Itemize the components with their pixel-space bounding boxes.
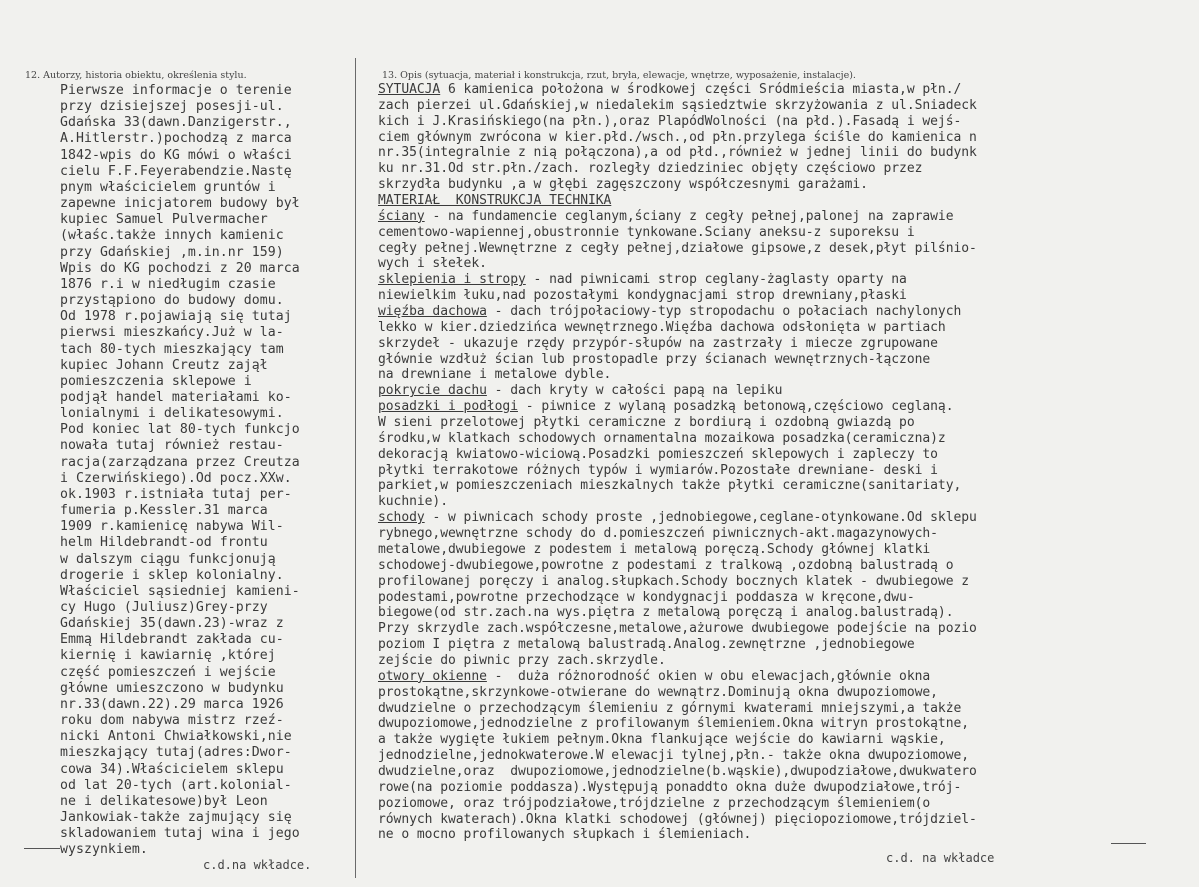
description-text-line: [378, 114, 1198, 130]
description-text-line: [378, 352, 1198, 368]
line-text: - w piwnicach schody proste ,jednobiegowe,ceglane-otynkowane.Od sklepu: [424, 510, 977, 526]
line-text: poziom I piętra z metalową balustradą.Analog.zewnętrzne ,jednobiegowe: [378, 637, 915, 653]
history-text-line: przystąpiono do budowy domu.: [60, 293, 284, 309]
line-text: dwupoziomowe,jednodzielne z profilowanym ślemieniem.Okna witryn prostokątne,: [378, 716, 970, 732]
right-continued-note: c.d. na wkładce: [886, 851, 995, 865]
history-text-line: zapewne inicjatorem budowy był: [60, 196, 300, 212]
line-text: cementowo-wapiennej,obustronnie tynkowane.Ściany aneksu-z suporeksu i: [378, 224, 915, 240]
history-text-line: lonialnymi i delikatesowymi.: [60, 406, 284, 422]
history-text-line: nicki Antoni Chwiałkowski,nie: [60, 729, 292, 745]
line-text: jednodzielne,jednokwaterowe.W elewacji tylnej,płn.- także okna dwupoziomowe,: [378, 748, 970, 764]
description-text-line: [378, 383, 1198, 399]
description-text-line: [378, 367, 1198, 383]
description-text-line: [378, 241, 1198, 257]
description-text-line: [378, 478, 1198, 494]
line-text: nr.35(integralnie z nią połączona),a od płd.,również w jednej linii do budynk: [378, 145, 977, 161]
description-text-line: [378, 748, 1198, 764]
description-text-line: [378, 98, 1198, 114]
line-text: - dach kryty w całości papą na lepiku: [486, 383, 783, 399]
section-heading: pokrycie dachu: [378, 383, 487, 399]
line-text: - dach trójpołaciowy-typ stropodachu o połaciach nachylonych: [486, 304, 962, 320]
line-text: skrzydła budynku ,a w głębi zagęszczony współczesnymi garażami.: [378, 177, 868, 193]
description-text-line: [378, 145, 1198, 161]
line-text: W sieni przelotowej płytki ceramiczne z bordiurą i ozdobną gwiazdą po: [378, 415, 915, 431]
history-text-line: ok.1903 r.istniała tutaj per-: [60, 486, 292, 502]
description-text-line: [378, 812, 1198, 828]
line-text: - nad piwnicami strop ceglany-żaglasty oparty na: [525, 272, 907, 288]
description-text-line: [378, 621, 1198, 637]
history-text-line: A.Hitlerstr.)pochodzą z marca: [60, 131, 292, 147]
line-text: profilowanej poręczy i analog.słupkach.Schody bocznych klatek - dwubiegowe z: [378, 573, 970, 589]
history-text-line: główne umieszczono w budynku: [60, 680, 284, 696]
history-text-line: Wpis do KG pochodzi z 20 marca: [60, 260, 300, 276]
line-text: płytki terrakotowe różnych typów i wymiarów.Pozostałe drewniane- deski i: [378, 462, 938, 478]
line-text: prostokątne,skrzynkowe-otwierane do wewnątrz.Dominują okna dwupoziomowe,: [378, 684, 938, 700]
description-text-line: [378, 542, 1198, 558]
history-text-line: wyszynkiem.: [60, 842, 148, 858]
description-text-line: [378, 304, 1198, 320]
right-column-header: 13. Opis (sytuacja, materiał i konstrukcja, rzut, bryła, elewacje, wnętrze, wyposażenie, instalacje).: [382, 70, 856, 81]
description-text-line: [378, 780, 1198, 796]
description-text-line: [378, 431, 1198, 447]
description-text-line: [378, 447, 1198, 463]
history-text-line: pomieszczenia sklepowe i: [60, 373, 252, 389]
description-text-line: [378, 590, 1198, 606]
description-text-line: [378, 463, 1198, 479]
description-text-line: [378, 320, 1198, 336]
line-text: kich i J.Krasińskiego(na płn.),oraz PlapódWolności (na płd.).Fasadą i wejś-: [378, 113, 962, 129]
line-text: ne o mocno profilowanych słupkach i ślemieniach.: [378, 827, 752, 843]
description-text-line: [378, 510, 1198, 526]
line-text: równych kwaterach).Okna klatki schodowej (głównej) pięciopoziomowe,trójdziel-: [378, 811, 977, 827]
history-text-line: Gdańskiej 35(dawn.23)-wraz z: [60, 616, 284, 632]
description-text-line: [378, 161, 1198, 177]
history-text-line: mieszkający tutaj(adres:Dwor-: [60, 745, 292, 761]
line-text: - na fundamencie ceglanym,ściany z cegły pełnej,palonej na zaprawie: [424, 208, 954, 224]
history-text-line: pnym właścicielem gruntów i: [60, 179, 276, 195]
section-heading: sklepienia i stropy: [378, 272, 526, 288]
section-heading: ściany: [378, 208, 425, 224]
line-text: metalowe,dwubiegowe z podestem i metalową poręczą.Schody głównej klatki: [378, 541, 931, 557]
section-heading: SYTUACJA: [378, 82, 441, 97]
line-text: wych i słełek.: [378, 256, 487, 272]
line-text: Przy skrzydle zach.współczesne,metalowe,ażurowe dwubiegowe podejście na pozio: [378, 621, 977, 637]
section-heading: więźba dachowa: [378, 304, 487, 320]
line-text: niewielkim łuku,nad pozostałymi kondygnacjami strop drewniany,płaski: [378, 288, 907, 304]
history-text-line: skladowaniem tutaj wina i jego: [60, 826, 300, 842]
section-heading: posadzki i podłogi: [378, 399, 518, 415]
description-text-line: [378, 827, 1198, 843]
history-text-line: Pod koniec lat 80-tych funkcjo: [60, 422, 300, 438]
line-text: poziomowe, oraz trójpodziałowe,trójdzielne z przechodzącym ślemieniem(o: [378, 795, 931, 811]
line-text: zejście do piwnic przy zach.skrzydle.: [378, 652, 666, 668]
line-text: schodowej-dwubiegowe,powrotne z podestami z tralkową ,ozdobną balustradą o: [378, 557, 954, 573]
description-text-line: [378, 653, 1198, 669]
history-text-line: Gdańska 33(dawn.Danzigerstr.,: [60, 115, 292, 131]
history-text-line: fumeria p.Kessler.31 marca: [60, 503, 268, 519]
description-text-line: [378, 415, 1198, 431]
line-text: dwudzielne,oraz dwupoziomowe,jednodzielne(b.wąskie),dwupodziałowe,dwukwatero: [378, 763, 977, 779]
line-text: kuchnie).: [378, 494, 448, 510]
history-text-line: w dalszym ciągu funkcjonują: [60, 551, 276, 567]
line-text: rybnego,wewnętrzne schody do d.pomieszczeń piwnicznych-akt.magazynowych-: [378, 526, 938, 542]
description-text-line: [378, 796, 1198, 812]
section-heading: MATERIAŁ KONSTRUKCJA TECHNIKA: [378, 193, 612, 209]
history-text-line: pierwsi mieszkańcy.Już w la-: [60, 325, 284, 341]
history-text-line: nowała tutaj również restau-: [60, 438, 284, 454]
history-text-line: 1909 r.kamienicę nabywa Wil-: [60, 519, 284, 535]
history-text-line: Pierwsze informacje o terenie: [60, 83, 292, 98]
left-margin-mark: [24, 848, 60, 849]
line-text: ku nr.31.Od str.płn./zach. rozległy dziedziniec objęty częściowo przez: [378, 161, 923, 177]
line-text: - piwnice z wylaną posadzką betonową,częściowo ceglaną.: [517, 399, 954, 415]
line-text: ciem głównym zwrócona w kier.płd./wsch.,od płn.przylega ściśle do kamienica n: [378, 129, 977, 145]
history-text-line: 1842-wpis do KG mówi o właści: [60, 147, 292, 163]
history-text-line: cielu F.F.Feyerabendzie.Nastę: [60, 163, 292, 179]
history-text-line: cy Hugo (Juliusz)Grey-przy: [60, 600, 268, 615]
line-text: lekko w kier.dziedzińca wewnętrznego.Więźba dachowa odsłonięta w partiach: [378, 319, 946, 335]
history-text-line: 1876 r.i w niedługim czasie: [60, 276, 276, 292]
history-text-line: cowa 34).Właścicielem sklepu: [60, 761, 284, 777]
description-text-line: [378, 558, 1198, 574]
history-text-line: Jankowiak-także zajmujący się: [60, 810, 292, 826]
description-text-line: [378, 764, 1198, 780]
description-text-line: [378, 526, 1198, 542]
description-text-line: [378, 685, 1198, 701]
line-text: skrzydeł - ukazuje rzędy przypór-słupów na zastrzały i miecze zgrupowane: [378, 335, 938, 351]
history-text-line: racja(zarządzana przez Creutza: [60, 454, 300, 470]
history-text-line: Od 1978 r.pojawiają się tutaj: [60, 309, 292, 325]
description-text-line: [378, 336, 1198, 352]
line-text: na drewniane i metalowe dyble.: [378, 367, 612, 383]
description-text-line: [378, 256, 1198, 272]
description-text-line: [378, 82, 1198, 98]
history-text-line: przy Gdańskiej ,m.in.nr 159): [60, 244, 284, 260]
line-text: parkiet,w pomieszczeniach mieszkalnych także płytki ceramiczne(sanitariaty,: [378, 478, 962, 494]
history-text-line: drogerie i sklep kolonialny.: [60, 567, 284, 583]
line-text: rowe(na poziomie poddasza).Występują ponaddto okna duże dwupodziałowe,trój-: [378, 779, 962, 795]
line-text: biegowe(od str.zach.na wys.piętra z metalową poręczą i analog.balustradą).: [378, 605, 954, 621]
left-column-header: 12. Autorzy, historia obiektu, określenia stylu.: [25, 70, 247, 81]
history-text-line: kupiec Samuel Pulvermacher: [60, 212, 268, 228]
description-text-line: [378, 288, 1198, 304]
description-text-line: [378, 399, 1198, 415]
description-text-line: [378, 701, 1198, 717]
right-margin-mark: [1111, 843, 1146, 844]
history-text-column: [60, 83, 352, 859]
line-text: podestami,powrotne przechodzące w kondygnacji poddasza w kręcone,dwu-: [378, 589, 915, 605]
description-text-line: [378, 574, 1198, 590]
description-text-line: [378, 209, 1198, 225]
section-heading: otwory okienne: [378, 668, 487, 684]
history-text-line: nr.33(dawn.22).29 marca 1926: [60, 696, 284, 712]
history-text-line: helm Hildebrandt-od frontu: [60, 535, 268, 551]
line-text: dekoracją kwiatowo-wiciową.Posadzki pomieszczeń sklepowych i zapleczy to: [378, 446, 938, 462]
history-text-line: tach 80-tych mieszkający tam: [60, 341, 284, 357]
description-text-line: [378, 193, 1198, 209]
history-text-line: część pomieszczeń i wejście: [60, 664, 276, 680]
description-text-line: [378, 669, 1198, 685]
line-text: - duża różnorodność okien w obu elewacjach,głównie okna: [486, 668, 931, 684]
description-text-line: [378, 494, 1198, 510]
description-text-line: [378, 732, 1198, 748]
history-text-line: (właśc.także innych kamienic: [60, 228, 284, 244]
section-heading: schody: [378, 510, 425, 526]
history-text-line: przy dzisiejszej posesji-ul.: [60, 99, 284, 115]
description-text-line: [378, 716, 1198, 732]
line-text: 6 kamienica położona w środkowej części Śródmieścia miasta,w płn./: [440, 82, 962, 97]
description-text-line: [378, 130, 1198, 146]
description-text-line: [378, 272, 1198, 288]
history-text-line: od lat 20-tych (art.kolonial-: [60, 777, 292, 793]
description-text-line: [378, 225, 1198, 241]
history-text-line: Emmą Hildebrandt zakłada cu-: [60, 632, 284, 648]
line-text: środku,w klatkach schodowych ornamentalna mozaikowa posadzka(ceramiczna)z: [378, 430, 946, 446]
line-text: a także wygięte łukiem pełnym.Okna flankujące wejście do kawiarni wąskie,: [378, 732, 946, 748]
history-text-line: kiernię i kawiarnię ,której: [60, 648, 276, 664]
line-text: dwudzielne o przechodzącym ślemieniu z górnymi kwaterami mniejszymi,a także: [378, 700, 962, 716]
history-text-line: podjął handel materiałami ko-: [60, 389, 292, 405]
left-continued-note: c.d.na wkładce.: [203, 858, 312, 872]
line-text: cegły pełnej.Wewnętrzne z cegły pełnej,działowe gipsowe,z desek,płyt pilśnio-: [378, 240, 977, 256]
history-text-line: ne i delikatesowe)był Leon: [60, 793, 268, 809]
description-text-column: [378, 82, 1198, 843]
history-text-line: kupiec Johann Creutz zajął: [60, 357, 268, 373]
description-text-line: [378, 177, 1198, 193]
column-divider: [355, 58, 356, 878]
description-text-line: [378, 637, 1198, 653]
description-text-line: [378, 605, 1198, 621]
line-text: zach pierzei ul.Gdańskiej,w niedalekim sąsiedztwie skrzyżowania z ul.Śniadeck: [378, 97, 977, 113]
line-text: głównie wzdłuż ścian lub prostopadle przy ścianach wewnętrznych-łączone: [378, 351, 931, 367]
history-text-line: i Czerwińskiego).Od pocz.XXw.: [60, 470, 292, 486]
history-text-line: Właściciel sąsiedniej kamieni-: [60, 583, 300, 599]
history-text-line: roku dom nabywa mistrz rzeź-: [60, 713, 284, 729]
